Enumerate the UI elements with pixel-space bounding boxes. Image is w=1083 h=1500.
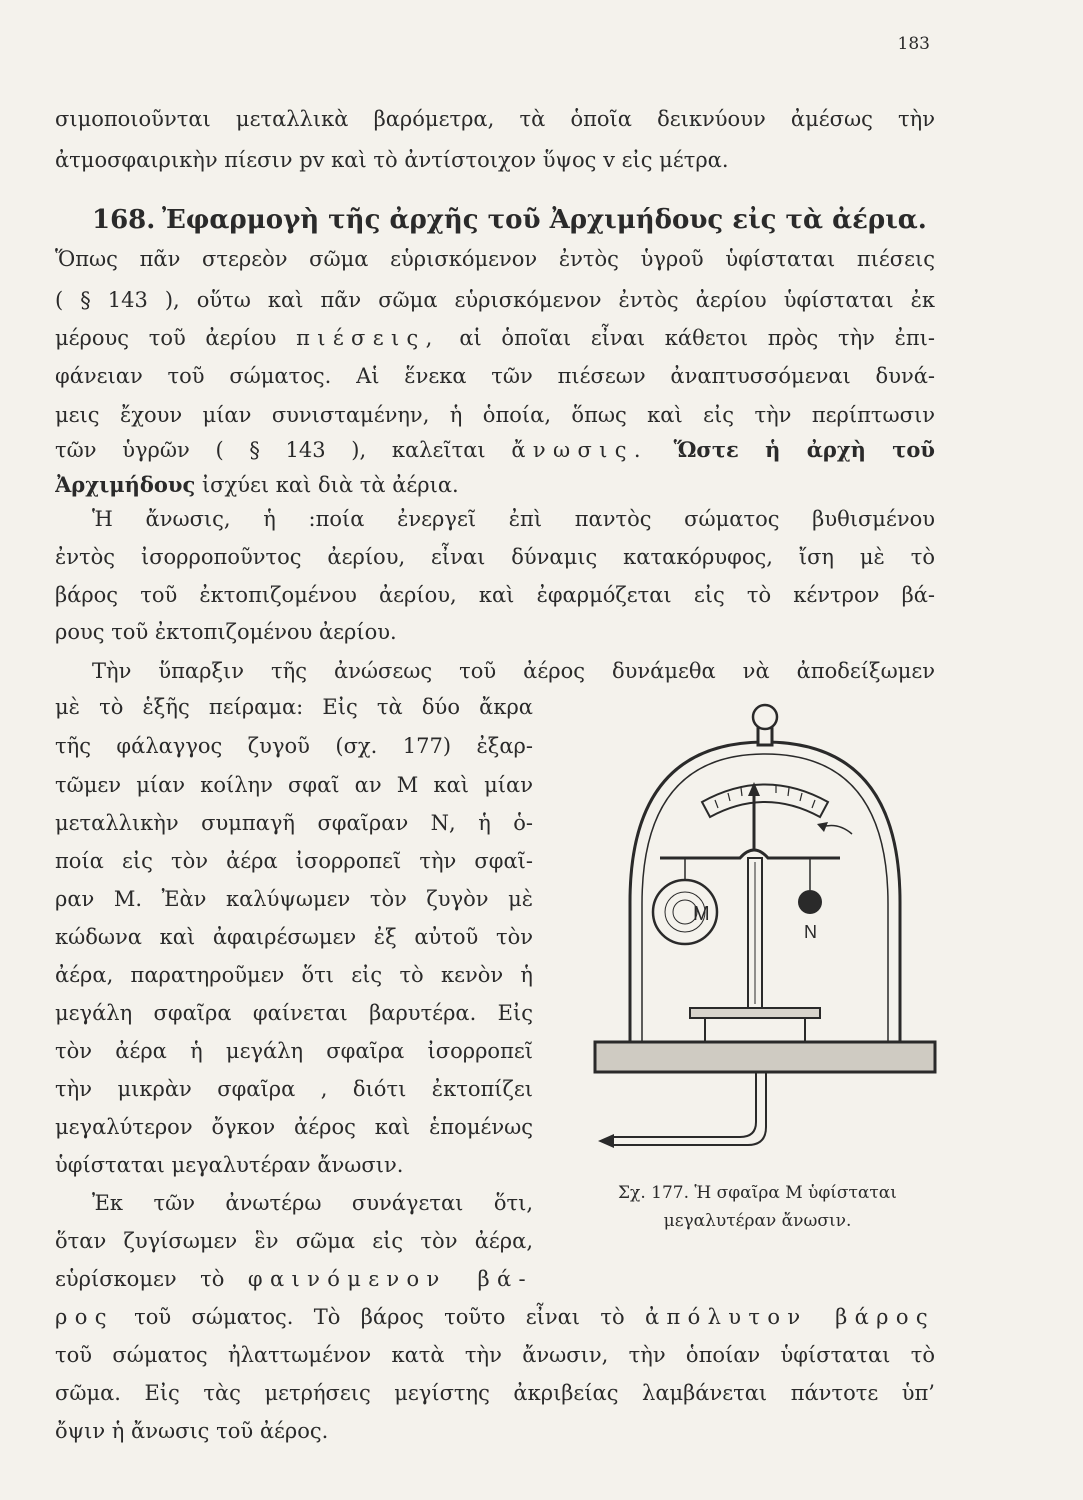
spaced-word-anosis: ἄνωσις. xyxy=(511,438,648,462)
label-n: N xyxy=(804,922,817,942)
figure-caption-line-2: μεγαλυτέραν ἄνωσιν. xyxy=(663,1211,852,1231)
text-line-2: ἀτμοσφαιρικὴν πίεσιν pv καὶ τὸ ἀντίστοιχον ὕψος v εἰς μέτρα. xyxy=(55,148,729,172)
text-line-10: Ἀρχιμήδους ἰσχύει καὶ διὰ τὰ ἀέρια. xyxy=(55,472,459,497)
exhaust-tube xyxy=(610,1072,756,1137)
text-line-7: φάνειαν τοῦ σώματος. Αἱ ἕνεκα τῶν πιέσεων ἀναπτυσσόμεναι δυνά- xyxy=(55,364,935,388)
column-line-6: ραν Μ. Ἐὰν καλύψωμεν τὸν ζυγὸν μὲ xyxy=(55,887,533,911)
base-plate xyxy=(595,1042,935,1072)
text-line-4: Ὅπως πᾶν στερεὸν σῶμα εὑρισκόμενον ἐντὸς ὑγροῦ ὑφίσταται πιέσεις xyxy=(55,247,935,271)
scale-dial xyxy=(702,785,828,818)
spaced-word-apolyton: ἀπόλυτον βάρος xyxy=(644,1305,935,1329)
column-line-8: ἀέρα, παρατηροῦμεν ὅτι εἰς τὸ κενὸν ἡ xyxy=(55,963,533,987)
column-line-4: μεταλλικὴν συμπαγῆ σφαῖραν Ν, ἡ ὁ- xyxy=(55,811,533,835)
column-line-5: ποία εἰς τὸν ἀέρα ἰσορροπεῖ τὴν σφαῖ- xyxy=(55,849,533,873)
column-line-15: ὅταν ζυγίσωμεν ἓν σῶμα εἰς τὸν ἀέρα, xyxy=(55,1229,533,1253)
text-line-5: ( § 143 ), οὕτω καὶ πᾶν σῶμα εὑρισκόμενον ἐντὸς ἀερίου ὑφίσταται ἐκ xyxy=(55,288,935,312)
section-heading xyxy=(92,205,972,236)
balance-beam xyxy=(660,850,840,858)
column-line-12: μεγαλύτερον ὄγκον ἀέρος καὶ ἑπομένως xyxy=(55,1115,533,1139)
text-line-11: Ἡ ἄνωσις, ἡ :ποία ἐνεργεῖ ἐπὶ παντὸς σώματος βυθισμένου xyxy=(92,507,935,531)
text-line-20: ὄψιν ἡ ἄνωσις τοῦ ἀέρος. xyxy=(55,1419,329,1443)
text-line-17: ρος τοῦ σώματος. Τὸ βάρος τοῦτο εἶναι τὸ ἀπόλυτον βάρος xyxy=(55,1305,935,1329)
spaced-word-pieseis: πιέσεις, xyxy=(296,326,440,350)
column-line-16: εὑρίσκομεν τὸ φαινόμενον βά- xyxy=(55,1267,533,1291)
section-title: Ἐφαρμογὴ τῆς ἀρχῆς τοῦ Ἀρχιμήδους εἰς τὰ ἀέρια. xyxy=(162,205,927,235)
column-line-10: τὸν ἀέρα ἡ μεγάλη σφαῖρα ἰσορροπεῖ xyxy=(55,1039,533,1063)
solid-sphere-n xyxy=(798,890,822,914)
text-line-8: μεις ἔχουν μίαν συνισταμένην, ἡ ὁποία, ὅπως καὶ εἰς τὴν περίπτωσιν xyxy=(55,403,935,427)
column-line-9: μεγάλη σφαῖρα φαίνεται βαρυτέρα. Εἰς xyxy=(55,1001,533,1025)
section-number: 168. xyxy=(92,205,156,235)
column-line-1: μὲ τὸ ἑξῆς πείραμα: Εἰς τὰ δύο ἄκρα xyxy=(55,695,533,719)
column-line-7: κώδωνα καὶ ἀφαιρέσωμεν ἐξ αὐτοῦ τὸν xyxy=(55,925,533,949)
page-number: 183 xyxy=(897,34,930,54)
text-line-19: σῶμα. Εἰς τὰς μετρήσεις μεγίστης ἀκριβείας λαμβάνεται πάντοτε ὑπ’ xyxy=(55,1381,935,1405)
bold-archimedes: Ἀρχιμήδους xyxy=(55,472,196,497)
column-line-11: τὴν μικρὰν σφαῖρα , διότι ἐκτοπίζει xyxy=(55,1077,533,1101)
label-m: M xyxy=(693,903,710,925)
bell-knob xyxy=(753,705,777,729)
figure-caption-line-1: Σχ. 177. Ἡ σφαῖρα Μ ὑφίσταται xyxy=(618,1183,897,1203)
text-line-12: ἐντὸς ἰσορροποῦντος ἀερίου, εἶναι δύναμις κατακόρυφος, ἴση μὲ τὸ xyxy=(55,545,935,569)
figure-balance-bell-jar xyxy=(590,672,940,1152)
spaced-word-fainomenon: φαινόμενον βά- xyxy=(247,1267,533,1291)
column-line-3: τῶμεν μίαν κοίλην σφαῖ αν Μ καὶ μίαν xyxy=(55,773,533,797)
text-line-1: σιμοποιοῦνται μεταλλικὰ βαρόμετρα, τὰ ὁποῖα δεικνύουν ἀμέσως τὴν xyxy=(55,107,935,131)
text-line-9: τῶν ὑγρῶν ( § 143 ), καλεῖται ἄνωσις. Ὥστε ἡ ἀρχὴ τοῦ xyxy=(55,437,935,462)
text-line-6: μέρους τοῦ ἀερίου πιέσεις, αἱ ὁποῖαι εἶναι κάθετοι πρὸς τὴν ἐπι- xyxy=(55,326,935,350)
column-line-14: Ἐκ τῶν ἀνωτέρω συνάγεται ὅτι, xyxy=(92,1191,533,1215)
column-line-13: ὑφίσταται μεγαλυτέραν ἄνωσιν. xyxy=(55,1153,404,1177)
text-line-15: Τὴν ὕπαρξιν τῆς ἀνώσεως τοῦ ἀέρος δυνάμεθα νὰ ἀποδείξωμεν xyxy=(92,659,935,683)
text-line-13: βάρος τοῦ ἐκτοπιζομένου ἀερίου, καὶ ἐφαρμόζεται εἰς τὸ κέντρον βά- xyxy=(55,583,935,607)
bold-phrase: Ὥστε ἡ ἀρχὴ τοῦ xyxy=(673,437,935,462)
balance-platform xyxy=(690,1008,820,1018)
text-line-18: τοῦ σώματος ἠλαττωμένον κατὰ τὴν ἄνωσιν, τὴν ὁποίαν ὑφίσταται τὸ xyxy=(55,1343,935,1367)
column-line-2: τῆς φάλαγγος ζυγοῦ (σχ. 177) ἐξαρ- xyxy=(55,734,533,758)
text-line-14: ρους τοῦ ἐκτοπιζομένου ἀερίου. xyxy=(55,620,397,644)
